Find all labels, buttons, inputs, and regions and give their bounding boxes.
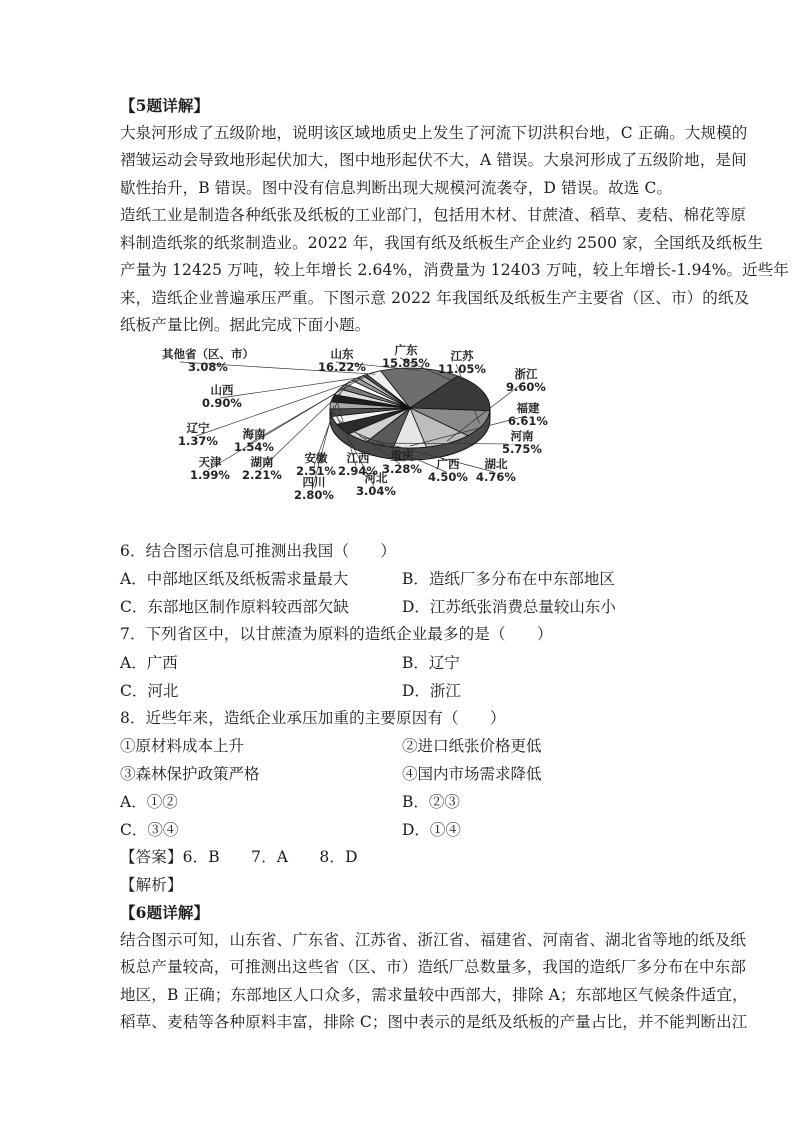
pie-label-name-16: 辽宁 bbox=[186, 420, 210, 435]
pie-label-value-13: 2.21% bbox=[242, 467, 282, 482]
intro-line-5: 纸板产量比例。据此完成下面小题。 bbox=[120, 316, 371, 334]
q6-options-row-1 bbox=[120, 565, 680, 593]
q7-option-a: A．广西 bbox=[120, 653, 178, 672]
pie-label-value-2: 11.05% bbox=[438, 361, 486, 376]
pie-label-4 bbox=[508, 402, 548, 428]
answer-line: 【答案】6．B 7．A 8．D bbox=[120, 848, 358, 866]
section6-line-3: 地区，B 正确；东部地区人口众多，需求量较中西部大，排除 A；东部地区气候条件适宜， bbox=[120, 985, 748, 1004]
pie-label-value-4: 6.61% bbox=[508, 413, 548, 428]
pie-label-13 bbox=[242, 456, 282, 482]
pie-label-value-0: 16.22% bbox=[318, 359, 366, 374]
q8-item-4: ④国内市场需求降低 bbox=[402, 765, 542, 783]
pie-label-name-9: 河北 bbox=[364, 470, 388, 485]
pie-label-value-14: 1.99% bbox=[190, 467, 230, 482]
pie-label-16 bbox=[178, 422, 218, 448]
pie-label-7 bbox=[428, 458, 468, 484]
section5-line-2: 褶皱运动会导致地形起伏加大，图中地形起伏不大，A 错误。大泉河形成了五级阶地，是间 bbox=[120, 151, 747, 169]
pie-label-name-12: 安徽 bbox=[304, 450, 328, 465]
page-content bbox=[120, 92, 790, 1037]
pie-label-name-7: 广西 bbox=[436, 456, 460, 471]
q6-option-a: A．中部地区纸及纸板需求量最大 bbox=[120, 570, 349, 588]
pie-label-value-5: 5.75% bbox=[502, 441, 542, 456]
pie-label-value-11: 2.94% bbox=[338, 463, 378, 478]
section6-line-1: 结合图示可知，山东省、广东省、江苏省、浙江省、福建省、河南省、湖北省等地的纸及纸 bbox=[120, 930, 747, 949]
intro-line-4: 来，造纸企业普遍承压严重。下图示意 2022 年我国纸及纸板生产主要省（区、市）的纸及 bbox=[120, 288, 750, 307]
q8-items-row-1 bbox=[120, 732, 680, 760]
q7-option-c: C．河北 bbox=[120, 681, 179, 700]
pie-label-name-3: 浙江 bbox=[514, 366, 538, 381]
pie-label-6 bbox=[476, 458, 516, 484]
pie-label-name-5: 河南 bbox=[510, 428, 534, 443]
pie-label-17 bbox=[202, 384, 242, 410]
q6-stem: 6．结合图示信息可推测出我国（ ） bbox=[120, 541, 397, 560]
pie-label-name-11: 江西 bbox=[346, 450, 370, 465]
q8-option-c: C．③④ bbox=[120, 821, 179, 839]
pie-label-value-10: 2.80% bbox=[294, 487, 334, 502]
section5-line-1: 大泉河形成了五级阶地，说明该区域地质史上发生了河流下切洪积台地，C 正确。大规模的 bbox=[120, 123, 748, 142]
q6-option-c: C．东部地区制作原料较西部欠缺 bbox=[120, 598, 349, 616]
pie-label-value-6: 4.76% bbox=[476, 469, 516, 484]
section6-title: 【6题详解】 bbox=[120, 903, 210, 922]
pie-label-name-13: 湖南 bbox=[250, 454, 274, 469]
q7-options-row-2 bbox=[120, 677, 680, 705]
pie-label-value-16: 1.37% bbox=[178, 433, 218, 448]
q8-option-d: D．①④ bbox=[402, 821, 461, 839]
pie-label-value-1: 15.85% bbox=[382, 355, 430, 370]
section5-title: 【5题详解】 bbox=[120, 96, 210, 115]
pie-label-name-1: 广东 bbox=[394, 342, 418, 357]
intro-line-3: 产量为 12425 万吨，较上年增长 2.64%，消费量为 12403 万吨，较上年增长-1.94%。近些年 bbox=[120, 261, 790, 279]
q7-options-row-1 bbox=[120, 649, 680, 677]
q8-option-b: B．②③ bbox=[402, 793, 460, 811]
pie-label-12 bbox=[296, 452, 336, 478]
pie-label-3 bbox=[506, 368, 546, 394]
pie-label-1 bbox=[382, 344, 430, 370]
pie-label-name-2: 江苏 bbox=[450, 348, 474, 363]
q8-item-3: ③森林保护政策严格 bbox=[120, 765, 260, 783]
intro-line-2: 料制造纸浆的纸浆制造业。2022 年，我国有纸及纸板生产企业约 2500 家，全国纸及纸板生 bbox=[120, 233, 764, 252]
pie-label-5 bbox=[502, 430, 542, 456]
q7-option-d: D．浙江 bbox=[402, 681, 461, 700]
pie-label-0 bbox=[318, 348, 366, 374]
pie-label-value-18: 3.08% bbox=[188, 359, 228, 374]
pie-label-value-7: 4.50% bbox=[428, 469, 468, 484]
pie-label-name-8: 重庆 bbox=[390, 448, 414, 463]
pie-label-10 bbox=[294, 476, 334, 502]
pie-label-name-15: 海南 bbox=[242, 426, 266, 441]
paper-production-pie-chart bbox=[120, 342, 680, 536]
section6-line-4: 稻草、麦秸等各种原料丰富，排除 C；图中表示的是纸及纸板的产量占比，并不能判断出江 bbox=[120, 1013, 748, 1031]
pie-label-name-4: 福建 bbox=[516, 400, 540, 415]
pie-label-name-17: 山西 bbox=[210, 382, 234, 397]
pie-label-18 bbox=[162, 348, 254, 374]
q6-option-d: D．江苏纸张消费总量较山东小 bbox=[402, 598, 616, 616]
q8-option-a: A．①② bbox=[120, 793, 178, 811]
analysis-heading: 【解析】 bbox=[120, 875, 183, 894]
q6-option-b: B．造纸厂多分布在中东部地区 bbox=[402, 570, 615, 588]
section6-line-2: 板总产量较高，可推测出这些省（区、市）造纸厂总数量多，我国的造纸厂多分布在中东部 bbox=[120, 958, 747, 976]
pie-label-value-9: 3.04% bbox=[356, 483, 396, 498]
q6-options-row-2 bbox=[120, 593, 680, 621]
pie-label-name-18: 其他省（区、市） bbox=[162, 346, 254, 361]
q8-options-row-2 bbox=[120, 816, 680, 844]
pie-label-15 bbox=[234, 428, 274, 454]
pie-label-name-10: 四川 bbox=[302, 474, 326, 489]
pie-label-value-15: 1.54% bbox=[234, 439, 274, 454]
q8-items-row-2 bbox=[120, 760, 680, 788]
pie-label-value-17: 0.90% bbox=[202, 395, 242, 410]
q7-option-b: B．辽宁 bbox=[402, 653, 460, 672]
pie-label-name-6: 湖北 bbox=[484, 456, 508, 471]
pie-label-name-14: 天津 bbox=[198, 454, 222, 469]
pie-label-14 bbox=[190, 456, 230, 482]
intro-line-1: 造纸工业是制造各种纸张及纸板的工业部门，包括用木材、甘蔗渣、稻草、麦秸、棉花等原 bbox=[120, 206, 747, 224]
section5-line-3: 歇性抬升，B 错误。图中没有信息判断出现大规模河流袭夺，D 错误。故选 C。 bbox=[120, 178, 673, 197]
q8-options-row-1 bbox=[120, 788, 680, 816]
q8-item-1: ①原材料成本上升 bbox=[120, 737, 245, 755]
pie-label-2 bbox=[438, 350, 486, 376]
q8-item-2: ②进口纸张价格更低 bbox=[402, 737, 542, 755]
q8-stem: 8．近些年来，造纸企业承压加重的主要原因有（ ） bbox=[120, 708, 506, 727]
pie-label-value-3: 9.60% bbox=[506, 379, 546, 394]
pie-label-11 bbox=[338, 452, 378, 478]
pie-label-value-8: 3.28% bbox=[382, 461, 422, 476]
pie-label-name-0: 山东 bbox=[330, 346, 354, 361]
pie-label-value-12: 2.51% bbox=[296, 463, 336, 478]
q7-stem: 7．下列省区中，以甘蔗渣为原料的造纸企业最多的是（ ） bbox=[120, 625, 553, 643]
